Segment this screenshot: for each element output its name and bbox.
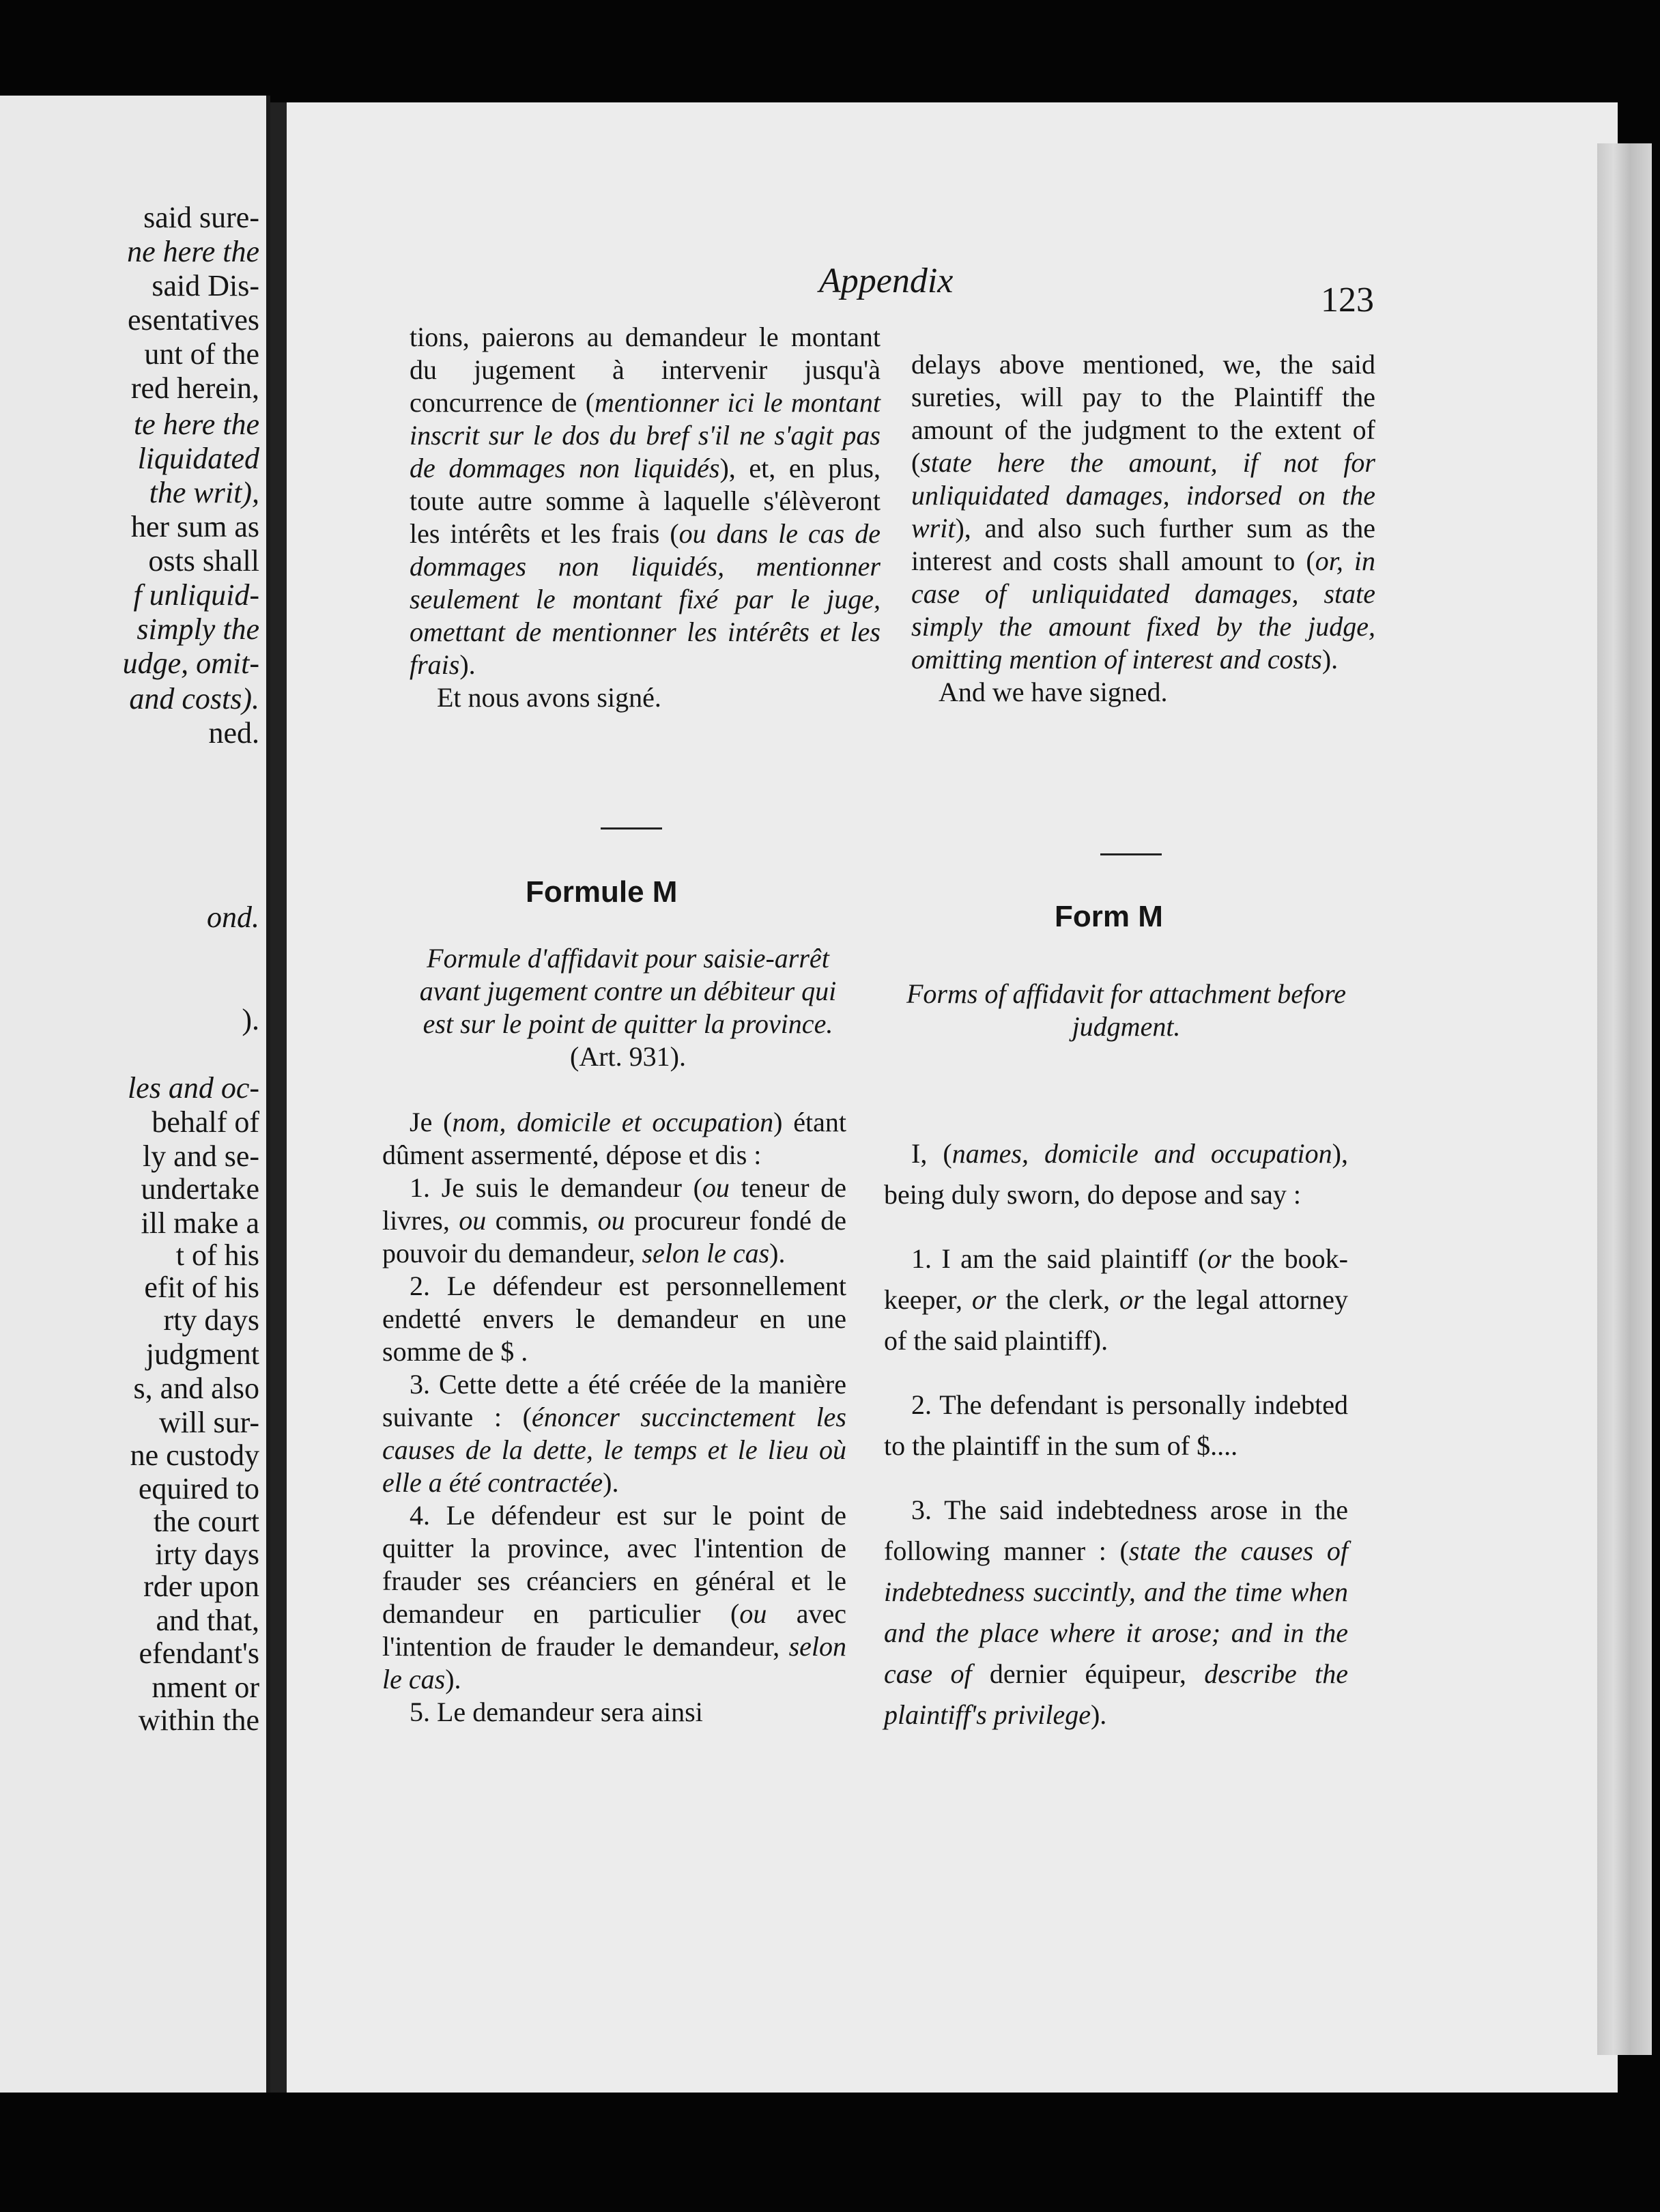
left-page-line: unt of the (144, 337, 259, 371)
text-run: nom, domicile et occupation (452, 1107, 774, 1137)
left-page-line: and costs). (129, 682, 259, 715)
text-run: 1. Je suis le demandeur ( (410, 1172, 702, 1203)
english-form-body (884, 1133, 1348, 1735)
text-run: mentionner ici le montant inscrit sur le dos du bref s'il ne s'agit pas de dommages non liquidés (410, 387, 881, 483)
left-page-line: nment or (152, 1671, 259, 1704)
left-page-fragment (0, 96, 270, 2093)
french-continuation (410, 321, 881, 714)
french-signed: Et nous avons signé. (437, 682, 661, 713)
left-page-line: said Dis- (152, 269, 259, 302)
left-page-line: red herein, (130, 371, 259, 405)
page-edges (1597, 143, 1652, 2055)
french-form-subtitle-text: Formule d'affidavit pour saisie-arrêt avant jugement contre un débiteur qui est sur le point de quitter la province. (419, 943, 837, 1039)
left-page-line: udge, omit- (122, 647, 259, 680)
english-paragraph-1 (884, 1238, 1348, 1361)
text-run: the legal attorney of the said plaintiff). (884, 1284, 1349, 1356)
left-page-line: behalf of (152, 1105, 259, 1139)
text-run: ), et, en plus, toute autre somme à laquelle s'élèveront les intérêts et les frais ( (410, 453, 881, 549)
page-number: 123 (1321, 281, 1374, 320)
text-run: ). (445, 1664, 461, 1695)
text-run: dernier équipeur, (971, 1658, 1205, 1689)
left-page-line: within the (138, 1703, 259, 1737)
text-run: procureur fondé de pouvoir du demandeur, (382, 1205, 846, 1268)
left-page-line: undertake (141, 1172, 259, 1206)
left-page-line: ne custody (130, 1438, 259, 1472)
left-page-line: the writ), (149, 476, 259, 509)
text-run: 3. Cette dette a été créée de la manière suivante : ( (382, 1369, 846, 1432)
left-page-line: ill make a (141, 1206, 259, 1240)
text-run: or (1207, 1243, 1231, 1274)
english-form-subtitle: Forms of affidavit for attachment before judgment. (906, 978, 1346, 1042)
english-intro (884, 1133, 1348, 1215)
left-page-line: rty days (163, 1303, 259, 1337)
left-page-line: said sure- (143, 201, 259, 234)
text-run: ), and also such further sum as the interest and costs shall amount to ( (911, 513, 1375, 576)
text-run: ). (769, 1238, 786, 1268)
left-page-line: the court (153, 1505, 259, 1538)
french-form-ref: (Art. 931). (570, 1041, 686, 1072)
text-run: the book-keeper, (884, 1243, 1348, 1315)
english-paragraph-2 (884, 1385, 1348, 1466)
text-run: or, in case of unliquidated damages, state simply the amount fixed by the judge, omitting mention of interest and costs (911, 545, 1376, 675)
left-page-line: and that, (156, 1604, 259, 1637)
text-run: ou dans le cas de dommages non liquidés, mentionner seulement le montant fixé par le juge, omettant de mentionner les intérêts et les frais (410, 518, 881, 680)
left-page-line: osts shall (148, 544, 259, 578)
left-page-line: rder upon (143, 1570, 259, 1603)
french-paragraph-2 (382, 1270, 846, 1368)
left-page-line: t of his (175, 1238, 259, 1272)
left-page-line: will sur- (159, 1406, 259, 1439)
text-run: avec l'intention de frauder le demandeur, (382, 1598, 847, 1662)
left-page-line: les and oc- (127, 1071, 259, 1105)
left-page-line: ned. (208, 716, 259, 750)
left-page-line: judgment (145, 1337, 259, 1371)
text-run: commis, (486, 1205, 598, 1236)
english-form-title: Form M (1055, 900, 1163, 933)
text-run: ou (597, 1205, 625, 1236)
text-run: state the causes of indebtedness succintly, and the time when and the place where it arose; and in the case of (884, 1535, 1348, 1689)
text-run: or (1119, 1284, 1144, 1315)
french-form-body (382, 1106, 846, 1729)
text-run: 4. Le défendeur est sur le point de quitter la province, avec l'intention de frauder ses créanciers en général et le demandeur en particulier ( (382, 1500, 846, 1629)
left-page-line: equired to (138, 1472, 259, 1505)
french-paragraph-1 (382, 1172, 846, 1270)
text-run: ), being duly sworn, do depose and say : (884, 1138, 1348, 1210)
english-signed: And we have signed. (939, 677, 1168, 707)
left-page-line: ). (242, 1003, 259, 1036)
left-page-line: irty days (155, 1537, 259, 1571)
text-run: énoncer succinctement les causes de la dette, le temps et le lieu où elle a été contractée (382, 1402, 846, 1498)
divider-rule-english (1100, 853, 1162, 855)
english-continuation-text (911, 348, 1375, 676)
text-run: ). (1090, 1699, 1107, 1730)
text-run: ). (459, 649, 476, 680)
left-page-line: te here the (133, 408, 259, 441)
left-page-line: ond. (207, 901, 259, 934)
left-page-line: ly and se- (142, 1139, 259, 1173)
text-run: ou (459, 1205, 487, 1236)
text-run: delays above mentioned, we, the said sureties, will pay to the Plaintiff the amount of the judgment to the extent of ( (911, 349, 1375, 478)
french-paragraph-3 (382, 1368, 846, 1499)
french-intro (382, 1106, 846, 1172)
french-paragraph-4 (382, 1499, 846, 1696)
text-run: 1. I am the said plaintiff ( (911, 1243, 1207, 1274)
french-form-title: Formule M (526, 875, 678, 909)
text-run: selon le cas (642, 1238, 770, 1268)
text-run: ou (702, 1172, 730, 1203)
left-page-line: simply the (137, 612, 259, 646)
text-run: Je ( (410, 1107, 453, 1137)
text-run: teneur de livres, (382, 1172, 847, 1236)
left-page-line: ne here the (127, 235, 259, 268)
english-paragraph-3 (884, 1490, 1348, 1735)
running-title: Appendix (819, 261, 954, 300)
text-run: the clerk, (996, 1284, 1120, 1315)
left-page-line: efendant's (139, 1636, 259, 1670)
left-page-line: her sum as (130, 510, 259, 543)
french-paragraph-5 (382, 1696, 846, 1729)
left-page-line: f unliquid- (133, 578, 259, 612)
text-run: 5. Le demandeur sera ainsi (410, 1697, 703, 1727)
text-run: ou (739, 1598, 767, 1629)
text-run: ) étant dûment assermenté, dépose et dis : (382, 1107, 846, 1170)
text-run: state here the amount, if not for unliquidated damages, indorsed on the writ (911, 447, 1375, 543)
text-run: selon le cas (382, 1631, 846, 1695)
text-run: names, domicile and occupation (951, 1138, 1332, 1169)
left-page-line: efit of his (144, 1271, 259, 1304)
english-continuation (911, 348, 1375, 709)
text-run: 2. Le défendeur est personnellement endetté envers le demandeur en une somme de $ . (382, 1271, 846, 1367)
text-run: tions, paierons au demandeur le montant du jugement à intervenir jusqu'à concurrence de ( (410, 322, 881, 418)
text-run: describe the plaintiff's privilege (884, 1658, 1349, 1730)
french-continuation-text (410, 321, 881, 681)
text-run: or (971, 1284, 997, 1315)
divider-rule-french (601, 827, 662, 830)
text-run: 2. The defendant is personally indebted to the plaintiff in the sum of $.... (884, 1389, 1348, 1461)
text-run: I, ( (911, 1138, 952, 1169)
french-form-subtitle (403, 942, 853, 1073)
text-run: 3. The said indebtedness arose in the following manner : ( (884, 1494, 1348, 1566)
left-page-line: liquidated (137, 442, 259, 475)
text-run: ). (1321, 644, 1339, 675)
left-page-line: esentatives (127, 303, 259, 337)
left-page-line: s, and also (133, 1372, 259, 1405)
text-run: ). (603, 1467, 619, 1498)
